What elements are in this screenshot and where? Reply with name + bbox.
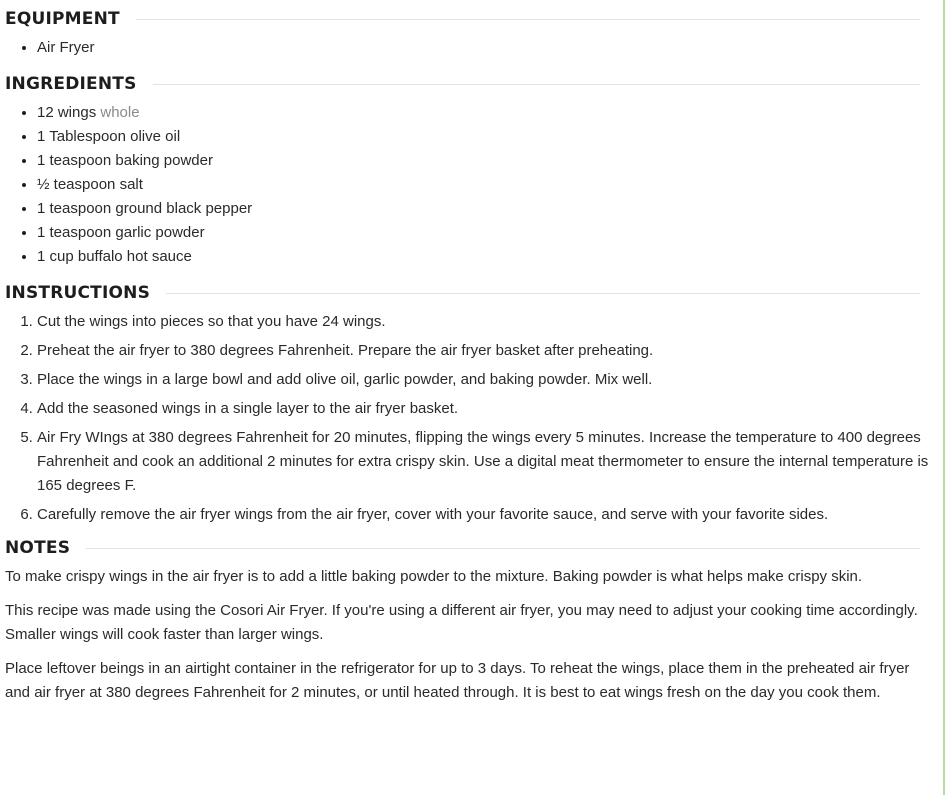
equipment-item [37,36,936,60]
instructions-header [5,276,936,310]
ingredient-note: whole [100,104,140,121]
section-divider [153,84,920,85]
ingredient-item [37,197,936,221]
instruction-step: 1. Cut the wings into pieces so that you have 24 wings. [37,310,936,334]
note-paragraph: Place leftover beings in an airtight container in the refrigerator for up to 3 days. To reheat the wings, place them in the preheated air fryer and air fryer at 380 degrees Fahrenheit for 2 minutes, or until heated through. It is best to eat wings fresh on the day you cook them. [5,660,910,701]
ingredients-header [5,67,936,101]
notes-header [5,531,936,565]
ingredient-text: 12 wings [37,104,97,121]
ingredient-item [37,173,936,197]
ingredient-item [37,149,936,173]
instructions-heading: INSTRUCTIONS [5,283,151,303]
equipment-header [5,2,936,36]
ingredients-section [5,67,936,269]
ingredient-text: 1 teaspoon baking powder [37,152,213,169]
instruction-step: 5. Air Fry WIngs at 380 degrees Fahrenheit for 20 minutes, flipping the wings every 5 minutes. Increase the temperature to 400 degrees Fahrenheit and cook an additional 2 minutes for extra crispy skin. Use a digital meat thermometer to ensure the internal temperature is 165 degrees F. [37,426,936,498]
ingredient-text: ½ teaspoon salt [37,176,143,193]
section-divider [166,293,920,294]
equipment-section [5,2,936,60]
ingredients-list [5,101,936,269]
ingredient-text: 1 Tablespoon olive oil [37,128,181,145]
instruction-step: 3. Place the wings in a large bowl and add olive oil, garlic powder, and baking powder. Mix well. [37,368,936,392]
equipment-item-label[interactable]: Air Fryer [37,39,95,56]
note-paragraph: This recipe was made using the Cosori Air Fryer. If you're using a different air fryer, you may need to adjust your cooking time accordingly. Smaller wings will cook faster than larger wings. [5,602,918,643]
instructions-section [5,276,936,527]
instruction-step: 2. Preheat the air fryer to 380 degrees Fahrenheit. Prepare the air fryer basket after preheating. [37,339,936,363]
ingredients-heading: INGREDIENTS [5,74,137,94]
ingredient-item [37,101,936,125]
section-divider [86,548,920,549]
ingredient-item [37,221,936,245]
page-edge-accent [943,0,945,795]
section-divider [136,19,920,20]
notes-heading: NOTES [5,538,71,558]
instruction-step: 6. Carefully remove the air fryer wings from the air fryer, cover with your favorite sauce, and serve with your favorite sides. [37,503,936,527]
equipment-list [5,36,936,60]
instructions-list [5,310,936,527]
equipment-heading: EQUIPMENT [5,9,120,29]
note-paragraph: To make crispy wings in the air fryer is to add a little baking powder to the mixture. Baking powder is what helps make crispy skin. [5,568,863,585]
instruction-step: 4. Add the seasoned wings in a single layer to the air fryer basket. [37,397,936,421]
ingredient-text: 1 teaspoon garlic powder [37,224,205,241]
notes-section [5,531,936,705]
ingredient-text: 1 teaspoon ground black pepper [37,200,253,217]
ingredient-item [37,245,936,269]
ingredient-item [37,125,936,149]
ingredient-text: 1 cup buffalo hot sauce [37,248,192,265]
